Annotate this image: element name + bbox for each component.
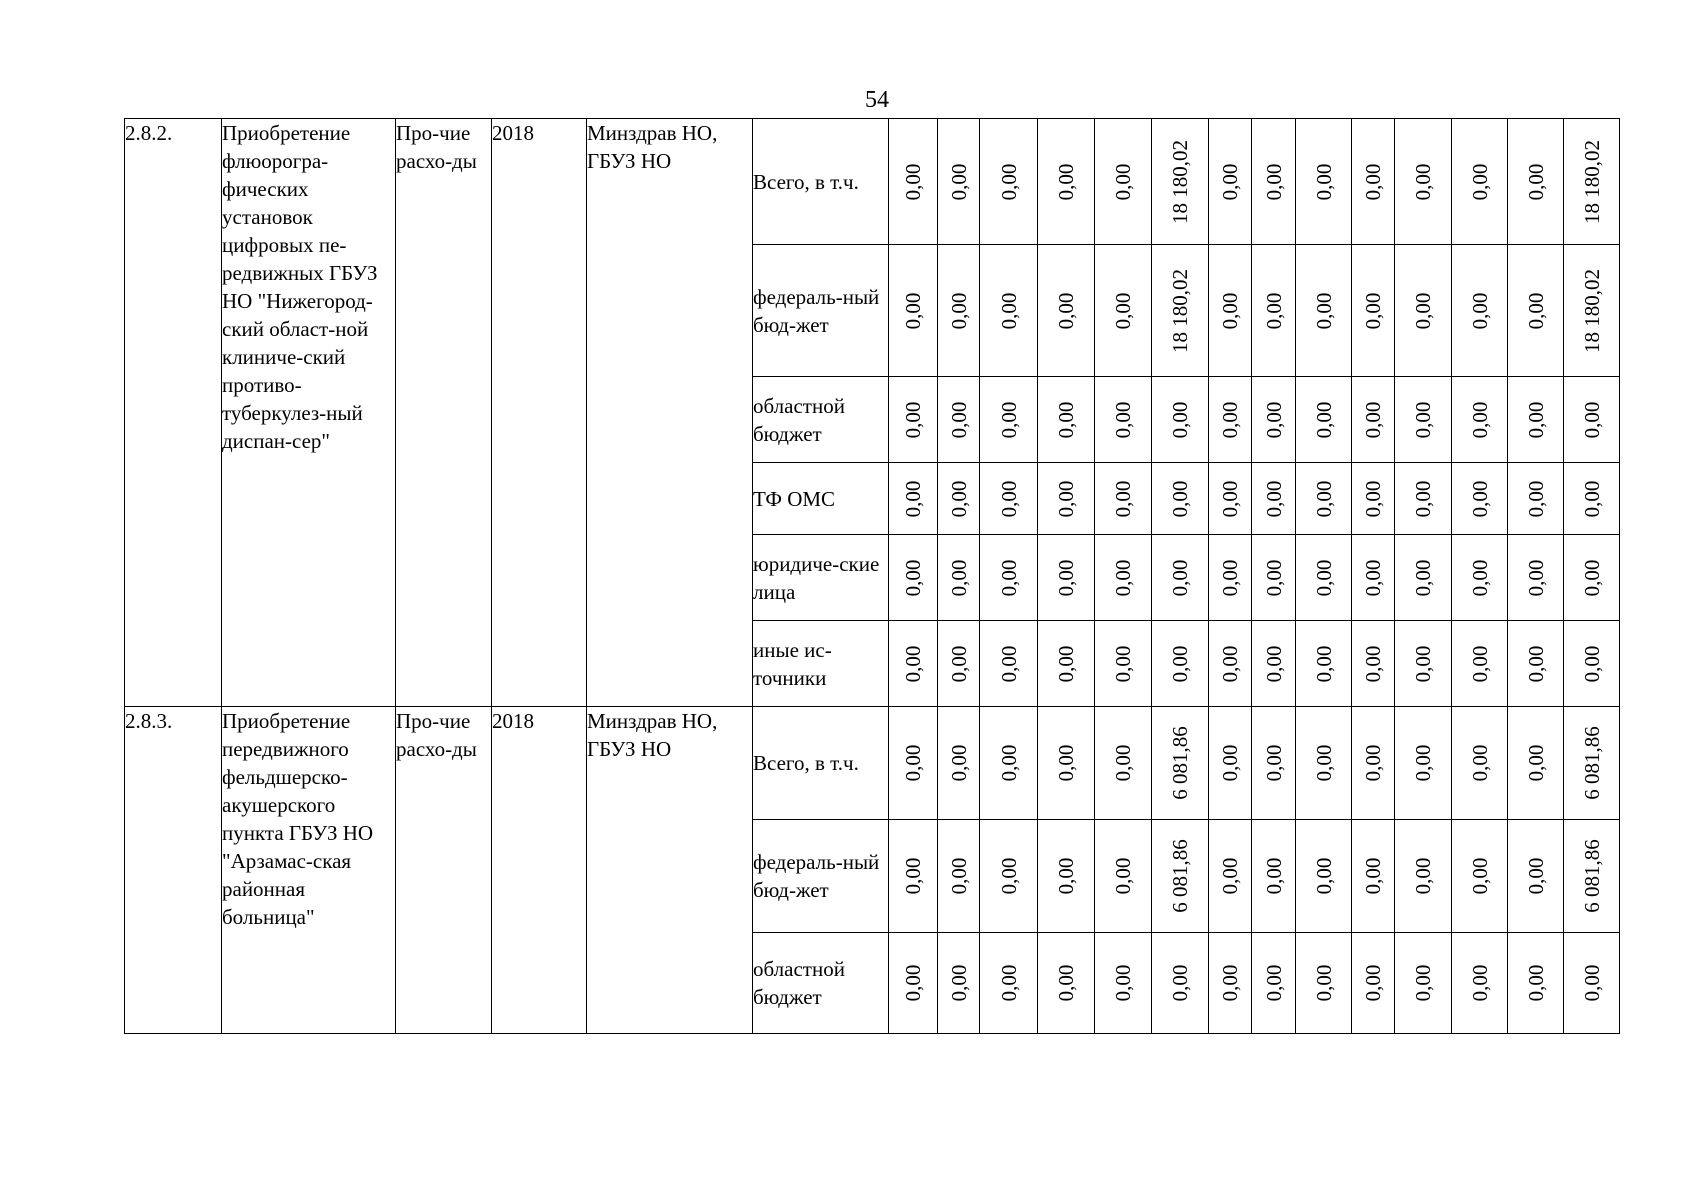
amount-cell xyxy=(980,933,1038,1034)
amount-value: 0,00 xyxy=(996,744,1021,782)
amount-value: 0,00 xyxy=(996,645,1021,682)
amount-cell xyxy=(1564,119,1620,245)
amount-cell xyxy=(1395,933,1452,1034)
amount-cell xyxy=(980,245,1038,377)
amount-cell xyxy=(938,535,980,621)
amount-cell xyxy=(1209,621,1252,707)
amount-value: 18 180,02 xyxy=(1579,268,1604,353)
amount-cell xyxy=(1252,933,1296,1034)
amount-cell xyxy=(1152,933,1209,1034)
amount-value: 0,00 xyxy=(996,480,1021,517)
amount-value: 0,00 xyxy=(1261,559,1286,596)
amount-value: 0,00 xyxy=(1467,292,1492,329)
amount-cell xyxy=(1095,245,1152,377)
amount-cell xyxy=(1508,377,1564,463)
amount-cell xyxy=(1252,245,1296,377)
amount-value: 0,00 xyxy=(1168,559,1192,596)
amount-cell xyxy=(1038,535,1095,621)
amount-value: 0,00 xyxy=(1311,559,1336,596)
amount-cell xyxy=(1352,621,1395,707)
amount-value: 0,00 xyxy=(996,163,1021,200)
amount-value: 0,00 xyxy=(996,964,1021,1002)
amount-value: 0,00 xyxy=(1111,645,1135,682)
amount-value: 0,00 xyxy=(1111,480,1135,517)
amount-cell xyxy=(1209,463,1252,535)
amount-value: 0,00 xyxy=(1411,292,1435,329)
amount-value: 0,00 xyxy=(1523,163,1548,200)
amount-cell xyxy=(1296,621,1352,707)
amount-cell xyxy=(1352,707,1395,820)
funding-source-label: областной бюджет xyxy=(753,933,889,1034)
item-year: 2018 xyxy=(492,707,587,1034)
amount-value: 0,00 xyxy=(996,292,1021,329)
amount-cell xyxy=(1152,377,1209,463)
amount-value: 0,00 xyxy=(946,401,971,438)
amount-value: 0,00 xyxy=(1361,744,1385,782)
amount-value: 0,00 xyxy=(1523,645,1548,682)
amount-cell xyxy=(1038,820,1095,933)
amount-value: 0,00 xyxy=(1523,559,1548,596)
amount-cell xyxy=(1209,377,1252,463)
amount-cell xyxy=(1252,377,1296,463)
amount-cell xyxy=(1452,463,1508,535)
page-number: 54 xyxy=(865,87,889,113)
amount-value: 0,00 xyxy=(1467,401,1492,438)
amount-cell xyxy=(1508,245,1564,377)
amount-value: 0,00 xyxy=(996,401,1021,438)
amount-value: 0,00 xyxy=(901,163,925,200)
amount-value: 0,00 xyxy=(1261,292,1286,329)
item-name: Приобретение флюорогра-фических установок цифровых пе-редвижных ГБУЗ НО "Нижегород-ский област-ной клиниче-ский противо-туберкулез-ный диспан-сер" xyxy=(222,119,396,707)
amount-value: 0,00 xyxy=(901,744,925,782)
amount-cell xyxy=(1452,119,1508,245)
funding-source-label: областной бюджет xyxy=(753,377,889,463)
amount-value: 0,00 xyxy=(1467,559,1492,596)
amount-cell xyxy=(938,245,980,377)
amount-value: 0,00 xyxy=(1054,645,1078,682)
amount-value: 0,00 xyxy=(946,292,971,329)
amount-value: 0,00 xyxy=(1361,559,1385,596)
amount-cell xyxy=(1038,707,1095,820)
amount-value: 0,00 xyxy=(1111,559,1135,596)
amount-cell xyxy=(1209,933,1252,1034)
amount-value: 0,00 xyxy=(1411,857,1435,895)
amount-cell xyxy=(1296,820,1352,933)
amount-cell xyxy=(1296,245,1352,377)
amount-value: 18 180,02 xyxy=(1168,268,1192,353)
amount-value: 0,00 xyxy=(1054,559,1078,596)
amount-value: 0,00 xyxy=(1054,401,1078,438)
funding-source-label: иные ис-точники xyxy=(753,621,889,707)
amount-value: 0,00 xyxy=(1411,480,1435,517)
amount-value: 6 081,86 xyxy=(1168,839,1192,913)
amount-value: 0,00 xyxy=(1054,857,1078,895)
amount-cell xyxy=(1296,119,1352,245)
amount-cell xyxy=(1152,820,1209,933)
amount-value: 0,00 xyxy=(1311,401,1336,438)
amount-cell xyxy=(889,463,938,535)
amount-value: 0,00 xyxy=(946,163,971,200)
amount-cell xyxy=(1564,377,1620,463)
amount-value: 0,00 xyxy=(1311,645,1336,682)
amount-value: 0,00 xyxy=(1361,480,1385,517)
amount-value: 6 081,86 xyxy=(1579,839,1604,913)
amount-value: 0,00 xyxy=(946,645,971,682)
amount-value: 0,00 xyxy=(1411,559,1435,596)
amount-cell xyxy=(1395,707,1452,820)
amount-value: 0,00 xyxy=(1054,292,1078,329)
amount-value: 0,00 xyxy=(1523,480,1548,517)
amount-cell xyxy=(1352,933,1395,1034)
amount-cell xyxy=(1296,707,1352,820)
amount-cell xyxy=(1252,535,1296,621)
amount-cell xyxy=(1152,707,1209,820)
amount-value: 0,00 xyxy=(1523,401,1548,438)
amount-cell xyxy=(1508,621,1564,707)
amount-cell xyxy=(1095,535,1152,621)
amount-value: 0,00 xyxy=(1411,401,1435,438)
amount-cell xyxy=(1452,535,1508,621)
amount-value: 0,00 xyxy=(1467,163,1492,200)
amount-cell xyxy=(1395,245,1452,377)
amount-cell xyxy=(980,535,1038,621)
amount-cell xyxy=(1209,707,1252,820)
item-name: Приобретение передвижного фельдшерско-акушерского пункта ГБУЗ НО "Арзамас-ская районная больница" xyxy=(222,707,396,1034)
amount-value: 0,00 xyxy=(1579,559,1604,596)
table-row xyxy=(125,707,1620,820)
amount-cell xyxy=(1209,119,1252,245)
amount-value: 0,00 xyxy=(1218,964,1242,1002)
amount-value: 0,00 xyxy=(1218,292,1242,329)
funding-source-label: федераль-ный бюд-жет xyxy=(753,820,889,933)
amount-cell xyxy=(1395,535,1452,621)
amount-value: 0,00 xyxy=(1361,857,1385,895)
amount-value: 0,00 xyxy=(1523,857,1548,895)
amount-cell xyxy=(938,820,980,933)
amount-cell xyxy=(1452,621,1508,707)
amount-cell xyxy=(980,707,1038,820)
amount-value: 0,00 xyxy=(1111,292,1135,329)
amount-value: 0,00 xyxy=(1311,964,1336,1002)
amount-value: 0,00 xyxy=(1218,645,1242,682)
amount-cell xyxy=(1395,119,1452,245)
amount-value: 0,00 xyxy=(1261,964,1286,1002)
amount-value: 0,00 xyxy=(1361,401,1385,438)
amount-cell xyxy=(1038,245,1095,377)
amount-cell xyxy=(1508,119,1564,245)
amount-cell xyxy=(889,820,938,933)
amount-cell xyxy=(889,621,938,707)
item-executor: Минздрав НО, ГБУЗ НО xyxy=(587,707,753,1034)
amount-cell xyxy=(1095,119,1152,245)
amount-cell xyxy=(1252,463,1296,535)
amount-value: 0,00 xyxy=(1054,480,1078,517)
amount-value: 0,00 xyxy=(1168,645,1192,682)
amount-value: 6 081,86 xyxy=(1579,726,1604,800)
amount-value: 0,00 xyxy=(1411,964,1435,1002)
amount-cell xyxy=(1038,463,1095,535)
amount-value: 0,00 xyxy=(1311,292,1336,329)
amount-cell xyxy=(1452,933,1508,1034)
expense-type: Про-чие расхо-ды xyxy=(396,119,492,707)
amount-cell xyxy=(1452,245,1508,377)
amount-cell xyxy=(1395,463,1452,535)
amount-value: 0,00 xyxy=(1218,480,1242,517)
funding-source-label: Всего, в т.ч. xyxy=(753,707,889,820)
amount-cell xyxy=(1352,245,1395,377)
amount-value: 0,00 xyxy=(1361,645,1385,682)
amount-cell xyxy=(1508,820,1564,933)
amount-cell xyxy=(980,377,1038,463)
item-executor: Минздрав НО, ГБУЗ НО xyxy=(587,119,753,707)
amount-cell xyxy=(1095,707,1152,820)
amount-value: 0,00 xyxy=(1168,480,1192,517)
amount-cell xyxy=(1209,820,1252,933)
funding-source-label: ТФ ОМС xyxy=(753,463,889,535)
amount-value: 0,00 xyxy=(1361,292,1385,329)
amount-value: 0,00 xyxy=(1054,744,1078,782)
amount-value: 18 180,02 xyxy=(1579,139,1604,224)
amount-cell xyxy=(1452,707,1508,820)
amount-cell xyxy=(938,621,980,707)
amount-cell xyxy=(980,463,1038,535)
amount-value: 0,00 xyxy=(1261,401,1286,438)
amount-value: 0,00 xyxy=(1168,964,1192,1002)
amount-cell xyxy=(938,707,980,820)
amount-cell xyxy=(1252,707,1296,820)
amount-cell xyxy=(938,463,980,535)
item-year: 2018 xyxy=(492,119,587,707)
item-number: 2.8.2. xyxy=(125,119,222,707)
amount-value: 0,00 xyxy=(1261,744,1286,782)
amount-value: 18 180,02 xyxy=(1168,139,1192,224)
amount-cell xyxy=(889,245,938,377)
funding-source-label: юридиче-ские лица xyxy=(753,535,889,621)
amount-value: 0,00 xyxy=(996,857,1021,895)
amount-cell xyxy=(1564,933,1620,1034)
amount-value: 0,00 xyxy=(1467,645,1492,682)
amount-cell xyxy=(889,119,938,245)
amount-value: 0,00 xyxy=(1467,480,1492,517)
amount-cell xyxy=(1508,463,1564,535)
amount-value: 0,00 xyxy=(1579,401,1604,438)
amount-value: 0,00 xyxy=(1311,480,1336,517)
amount-value: 0,00 xyxy=(946,857,971,895)
amount-cell xyxy=(1038,933,1095,1034)
amount-value: 0,00 xyxy=(901,401,925,438)
amount-value: 0,00 xyxy=(1579,480,1604,517)
amount-value: 0,00 xyxy=(1054,964,1078,1002)
amount-value: 0,00 xyxy=(1261,163,1286,200)
amount-cell xyxy=(1252,820,1296,933)
amount-cell xyxy=(1152,621,1209,707)
amount-value: 0,00 xyxy=(901,645,925,682)
amount-value: 0,00 xyxy=(1361,163,1385,200)
amount-value: 0,00 xyxy=(946,964,971,1002)
amount-value: 0,00 xyxy=(946,480,971,517)
amount-value: 0,00 xyxy=(901,857,925,895)
amount-cell xyxy=(889,707,938,820)
amount-cell xyxy=(1352,119,1395,245)
amount-value: 0,00 xyxy=(1467,857,1492,895)
amount-value: 0,00 xyxy=(901,964,925,1002)
amount-value: 0,00 xyxy=(1261,645,1286,682)
amount-value: 0,00 xyxy=(901,480,925,517)
amount-cell xyxy=(938,119,980,245)
amount-value: 0,00 xyxy=(1579,964,1604,1002)
amount-cell xyxy=(1564,245,1620,377)
amount-cell xyxy=(1564,463,1620,535)
amount-cell xyxy=(1395,820,1452,933)
amount-value: 0,00 xyxy=(1111,744,1135,782)
amount-value: 0,00 xyxy=(946,559,971,596)
amount-cell xyxy=(1209,535,1252,621)
amount-cell xyxy=(1352,377,1395,463)
amount-cell xyxy=(1152,535,1209,621)
amount-value: 0,00 xyxy=(946,744,971,782)
amount-cell xyxy=(1095,463,1152,535)
table-row xyxy=(125,119,1620,245)
amount-value: 0,00 xyxy=(1218,744,1242,782)
amount-cell xyxy=(1564,621,1620,707)
funding-source-label: федераль-ный бюд-жет xyxy=(753,245,889,377)
budget-table xyxy=(124,118,1620,1034)
expense-type: Про-чие расхо-ды xyxy=(396,707,492,1034)
amount-cell xyxy=(980,820,1038,933)
amount-cell xyxy=(1352,463,1395,535)
amount-value: 0,00 xyxy=(1311,857,1336,895)
amount-value: 0,00 xyxy=(1523,744,1548,782)
amount-cell xyxy=(1038,621,1095,707)
amount-value: 0,00 xyxy=(1411,163,1435,200)
amount-value: 0,00 xyxy=(901,292,925,329)
amount-value: 0,00 xyxy=(1467,744,1492,782)
amount-value: 0,00 xyxy=(1054,163,1078,200)
amount-cell xyxy=(980,119,1038,245)
amount-cell xyxy=(889,535,938,621)
amount-cell xyxy=(1508,535,1564,621)
amount-value: 0,00 xyxy=(1168,401,1192,438)
amount-value: 0,00 xyxy=(1111,857,1135,895)
amount-value: 0,00 xyxy=(1261,480,1286,517)
amount-cell xyxy=(1452,377,1508,463)
amount-cell xyxy=(1395,621,1452,707)
amount-cell xyxy=(1152,463,1209,535)
amount-value: 0,00 xyxy=(996,559,1021,596)
amount-cell xyxy=(1209,245,1252,377)
amount-cell xyxy=(1252,119,1296,245)
amount-cell xyxy=(1564,820,1620,933)
amount-value: 0,00 xyxy=(1579,645,1604,682)
amount-cell xyxy=(1395,377,1452,463)
amount-cell xyxy=(938,933,980,1034)
amount-cell xyxy=(1564,535,1620,621)
amount-value: 0,00 xyxy=(1361,964,1385,1002)
amount-value: 0,00 xyxy=(1411,744,1435,782)
amount-cell xyxy=(1152,119,1209,245)
item-number: 2.8.3. xyxy=(125,707,222,1034)
amount-cell xyxy=(1352,820,1395,933)
amount-cell xyxy=(1452,820,1508,933)
amount-cell xyxy=(1508,933,1564,1034)
amount-cell xyxy=(1252,621,1296,707)
amount-cell xyxy=(889,377,938,463)
funding-source-label: Всего, в т.ч. xyxy=(753,119,889,245)
amount-value: 0,00 xyxy=(1218,163,1242,200)
amount-value: 0,00 xyxy=(1311,744,1336,782)
amount-cell xyxy=(938,377,980,463)
amount-value: 0,00 xyxy=(1218,559,1242,596)
amount-value: 0,00 xyxy=(1467,964,1492,1002)
amount-cell xyxy=(1152,245,1209,377)
amount-cell xyxy=(1564,707,1620,820)
amount-cell xyxy=(1296,377,1352,463)
amount-value: 6 081,86 xyxy=(1168,726,1192,800)
amount-cell xyxy=(1095,377,1152,463)
amount-cell xyxy=(980,621,1038,707)
amount-cell xyxy=(1352,535,1395,621)
amount-value: 0,00 xyxy=(1111,163,1135,200)
amount-value: 0,00 xyxy=(1261,857,1286,895)
amount-cell xyxy=(1038,377,1095,463)
amount-value: 0,00 xyxy=(1523,292,1548,329)
amount-cell xyxy=(1095,820,1152,933)
amount-cell xyxy=(1095,933,1152,1034)
amount-cell xyxy=(1296,535,1352,621)
amount-value: 0,00 xyxy=(1311,163,1336,200)
amount-value: 0,00 xyxy=(1111,964,1135,1002)
amount-value: 0,00 xyxy=(1411,645,1435,682)
amount-cell xyxy=(1296,933,1352,1034)
amount-value: 0,00 xyxy=(1218,401,1242,438)
amount-value: 0,00 xyxy=(1218,857,1242,895)
amount-value: 0,00 xyxy=(1523,964,1548,1002)
amount-value: 0,00 xyxy=(1111,401,1135,438)
amount-cell xyxy=(1038,119,1095,245)
amount-cell xyxy=(1296,463,1352,535)
amount-cell xyxy=(889,933,938,1034)
amount-cell xyxy=(1508,707,1564,820)
amount-cell xyxy=(1095,621,1152,707)
amount-value: 0,00 xyxy=(901,559,925,596)
